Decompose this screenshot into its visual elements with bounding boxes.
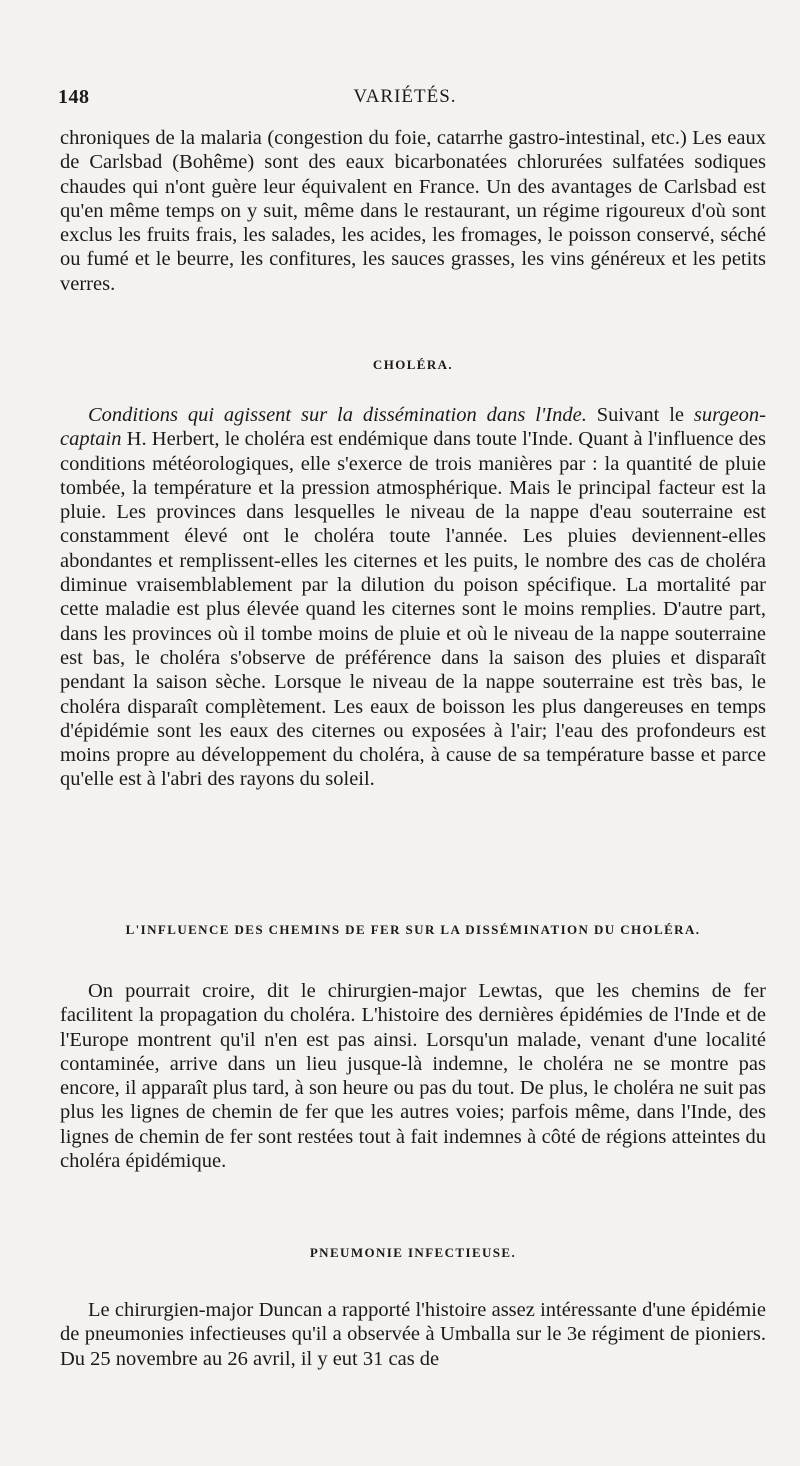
cholera-lead-after: Suivant le <box>586 404 694 426</box>
cholera-body: H. Herbert, le choléra est endémique dans toute l'Inde. Quant à l'influence des conditions météorologiques, elle s'exerce de trois manières par : la quantité de pluie tombée, la température et la pression atmosphérique. Mais le principal facteur est la pluie. Les provinces dans lesquelles le niveau de la nappe d'eau souterraine est constamment élevé ont le choléra toute l'année. Les pluies deviennent-elles abondantes et remplissent-elles les citernes et les puits, le nombre des cas de choléra diminue vraisemblablement par la dilution du poison spécifique. La mortalité par cette maladie est plus élevée quand les citernes sont le moins remplies. D'autre part, dans les provinces où il tombe moins de pluie et où le niveau de la nappe souterraine est bas, le choléra s'observe de préférence dans la saison des pluies et disparaît pendant la saison sèche. Lorsque le niveau de la nappe souterraine est très bas, le choléra disparaît complètement. Les eaux de boisson les plus dangereuses en temps d'épidémie sont les eaux des citernes ou exposées à l'air; l'eau des profondeurs est moins propre au développement du choléra, à cause de sa température basse et parce qu'elle est à l'abri des rayons du soleil. <box>60 428 766 791</box>
page-number: 148 <box>58 86 90 108</box>
railways-paragraph: On pourrait croire, dit le chirurgien-major Lewtas, que les chemins de fer facilitent la propagation du choléra. L'histoire des dernières épidémies de l'Inde et de l'Europe montrent qu'il n'en est pas ainsi. Lorsqu'un malade, venant d'une localité contaminée, arrive dans un lieu jusque-là indemne, le choléra ne se montre pas encore, il apparaît plus tard, à son heure ou pas du tout. De plus, le choléra ne suit pas plus les lignes de chemin de fer que les autres voies; parfois même, dans l'Inde, des lignes de chemin de fer sont restées tout à fait indemnes à côté de régions atteintes du choléra épidémique. <box>60 980 766 1173</box>
cholera-paragraph-block <box>60 403 766 792</box>
section-heading-cholera: CHOLÉRA. <box>372 357 454 372</box>
cholera-lead-italic-2: surgeon-captain <box>60 404 767 451</box>
running-head <box>58 86 752 116</box>
intro-paragraph: chroniques de la malaria (congestion du foie, catarrhe gastro-intestinal, etc.) Les eaux de Carlsbad (Bohême) sont des eaux bicarbonatées chlorurées sulfatées sodiques chaudes qui n'ont guère leur équivalent en France. Un des avantages de Carlsbad est qu'en même temps on y suit, même dans le restaurant, un régime rigoureux d'où sont exclus les fruits frais, les salades, les acides, les fromages, le poisson conservé, séché ou fumé et le beurre, les confitures, les sauces grasses, les vins généreux et les petits verres. <box>60 127 766 295</box>
running-title: VARIÉTÉS. <box>353 86 457 107</box>
cholera-paragraph <box>60 403 766 792</box>
section-heading-railways: L'INFLUENCE DES CHEMINS DE FER SUR LA DISSÉMINATION DU CHOLÉRA. <box>125 922 701 937</box>
pneumonia-paragraph: Le chirurgien-major Duncan a rapporté l'histoire assez intéressante d'une épidémie de pneumonies infectieuses qu'il a observée à Umballa sur le 3e régiment de pioniers. Du 25 novembre au 26 avril, il y eut 31 cas de <box>60 1299 766 1370</box>
section-heading-pneumonia: PNEUMONIE INFECTIEUSE. <box>309 1245 517 1260</box>
intro-paragraph-block <box>60 126 766 296</box>
cholera-lead-italic: Conditions qui agissent sur la dissémination dans l'Inde. <box>88 404 587 426</box>
railways-paragraph-block <box>60 979 766 1173</box>
pneumonia-paragraph-block <box>60 1298 766 1371</box>
